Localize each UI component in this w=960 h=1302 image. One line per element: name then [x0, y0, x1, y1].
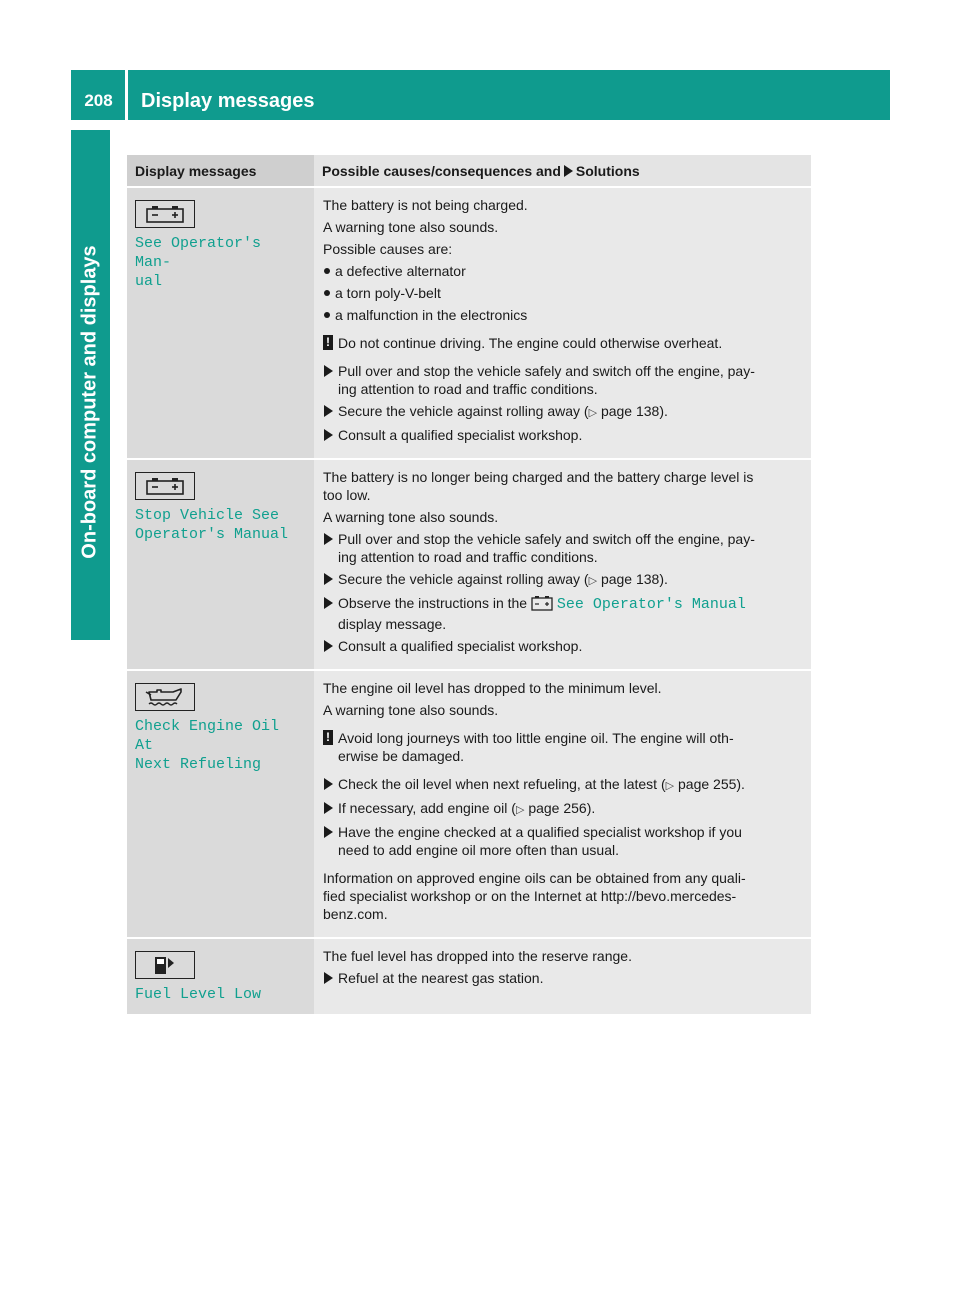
display-message-text: Fuel Level Low	[135, 986, 262, 1003]
display-message-cell	[127, 938, 314, 1015]
page-ref-icon: ▷	[515, 804, 525, 816]
warning-icon: !	[323, 335, 333, 350]
display-message-text: Operator's Manual	[135, 526, 289, 543]
table-row	[127, 187, 811, 459]
col-header-causes-text: Possible causes/consequences and	[322, 162, 561, 179]
step-item: Consult a qualified specialist workshop.	[323, 426, 805, 444]
display-message-text: Next Refueling	[135, 756, 262, 773]
battery-icon	[135, 200, 195, 228]
step-item: Check the oil level when next refueling, at the latest (▷ page 255).	[323, 775, 805, 795]
display-message-text: Check Engine Oil At	[135, 718, 280, 754]
col-header-causes	[314, 155, 811, 187]
step-item: Secure the vehicle against rolling away (▷ page 138).	[323, 402, 805, 422]
table-row	[127, 459, 811, 670]
step-arrow-icon	[324, 533, 333, 545]
page-ref-icon: ▷	[665, 780, 675, 792]
text-line: A warning tone also sounds.	[323, 702, 499, 718]
display-messages-table	[127, 155, 811, 1016]
step-item: Pull over and stop the vehicle safely and switch off the engine, pay- ing attention to road and traffic conditions.	[323, 530, 805, 566]
page-link[interactable]: page 255).	[678, 776, 745, 792]
battery-icon	[531, 595, 553, 615]
display-message-text: ual	[135, 273, 163, 290]
step-arrow-icon	[324, 778, 333, 790]
text-line: The engine oil level has dropped to the minimum level.	[323, 680, 662, 696]
display-message-text: See Operator's Man‐	[135, 235, 262, 271]
page-title: Display messages	[141, 90, 315, 112]
warning-note: ! Avoid long journeys with too little engine oil. The engine will oth- erwise be damaged.	[323, 729, 805, 765]
step-item: Consult a qualified specialist workshop.	[323, 637, 805, 655]
page-link[interactable]: page 138).	[600, 571, 668, 587]
step-arrow-icon	[324, 429, 333, 441]
solutions-cell	[314, 187, 811, 459]
page-ref-icon: ▷	[588, 575, 598, 587]
text-line: The battery is no longer being charged and the battery charge level is too low.	[323, 469, 754, 503]
step-item: Observe the instructions in the See Operator's Manual display message.	[323, 594, 805, 633]
display-message-cell	[127, 670, 314, 938]
col-header-display-messages: Display messages	[127, 155, 314, 187]
step-item: If necessary, add engine oil (▷ page 256).	[323, 799, 805, 819]
step-arrow-icon	[324, 405, 333, 417]
bullet-item: a defective alternator	[323, 262, 805, 280]
battery-icon	[135, 472, 195, 500]
solutions-cell	[314, 459, 811, 670]
solutions-cell	[314, 938, 811, 1015]
display-message-cell	[127, 187, 314, 459]
step-item: Have the engine checked at a qualified specialist workshop if you need to add engine oil more often than usual.	[323, 823, 805, 859]
bullet-item: a malfunction in the electronics	[323, 306, 805, 324]
display-message-ref: See Operator's Manual	[556, 596, 746, 613]
oil-can-icon	[135, 683, 195, 711]
text-line: Information on approved engine oils can be obtained from any quali- fied specialist workshop or on the Internet at http://bevo.mercedes- benz.com.	[323, 870, 746, 922]
table-header-row	[127, 155, 811, 187]
header-divider	[125, 70, 128, 120]
warning-note	[323, 334, 805, 352]
col-header-solutions-text: Solutions	[575, 162, 640, 179]
text-line: The fuel level has dropped into the reserve range.	[323, 948, 632, 964]
display-message-cell	[127, 459, 314, 670]
step-arrow-icon	[324, 640, 333, 652]
step-item: Secure the vehicle against rolling away (▷ page 138).	[323, 570, 805, 590]
page-link[interactable]: page 138).	[600, 403, 668, 419]
page-number: 208	[84, 91, 113, 110]
step-item: Refuel at the nearest gas station.	[323, 969, 805, 987]
step-arrow-icon	[324, 972, 333, 984]
text-line: Possible causes are:	[323, 241, 453, 257]
step-arrow-icon	[324, 597, 333, 609]
table-row	[127, 670, 811, 938]
fuel-pump-icon	[135, 951, 195, 979]
text-line: The battery is not being charged.	[323, 197, 528, 213]
step-item: Pull over and stop the vehicle safely and switch off the engine, pay- ing attention to road and traffic conditions.	[323, 362, 805, 398]
solutions-cell	[314, 670, 811, 938]
page-ref-icon: ▷	[588, 407, 598, 419]
page-link[interactable]: page 256).	[528, 800, 596, 816]
step-arrow-icon	[324, 573, 333, 585]
text-line: A warning tone also sounds.	[323, 509, 499, 525]
arrow-icon	[564, 165, 573, 177]
warning-icon: !	[323, 730, 333, 745]
warning-text: Do not continue driving. The engine could otherwise overheat.	[338, 335, 723, 351]
table-row	[127, 938, 811, 1015]
side-chapter-label: On-board computer and displays	[78, 245, 101, 559]
step-arrow-icon	[324, 802, 333, 814]
text-line: A warning tone also sounds.	[323, 219, 499, 235]
bullet-item: a torn poly-V-belt	[323, 284, 805, 302]
step-arrow-icon	[324, 826, 333, 838]
display-message-text: Stop Vehicle See	[135, 507, 280, 524]
step-arrow-icon	[324, 365, 333, 377]
